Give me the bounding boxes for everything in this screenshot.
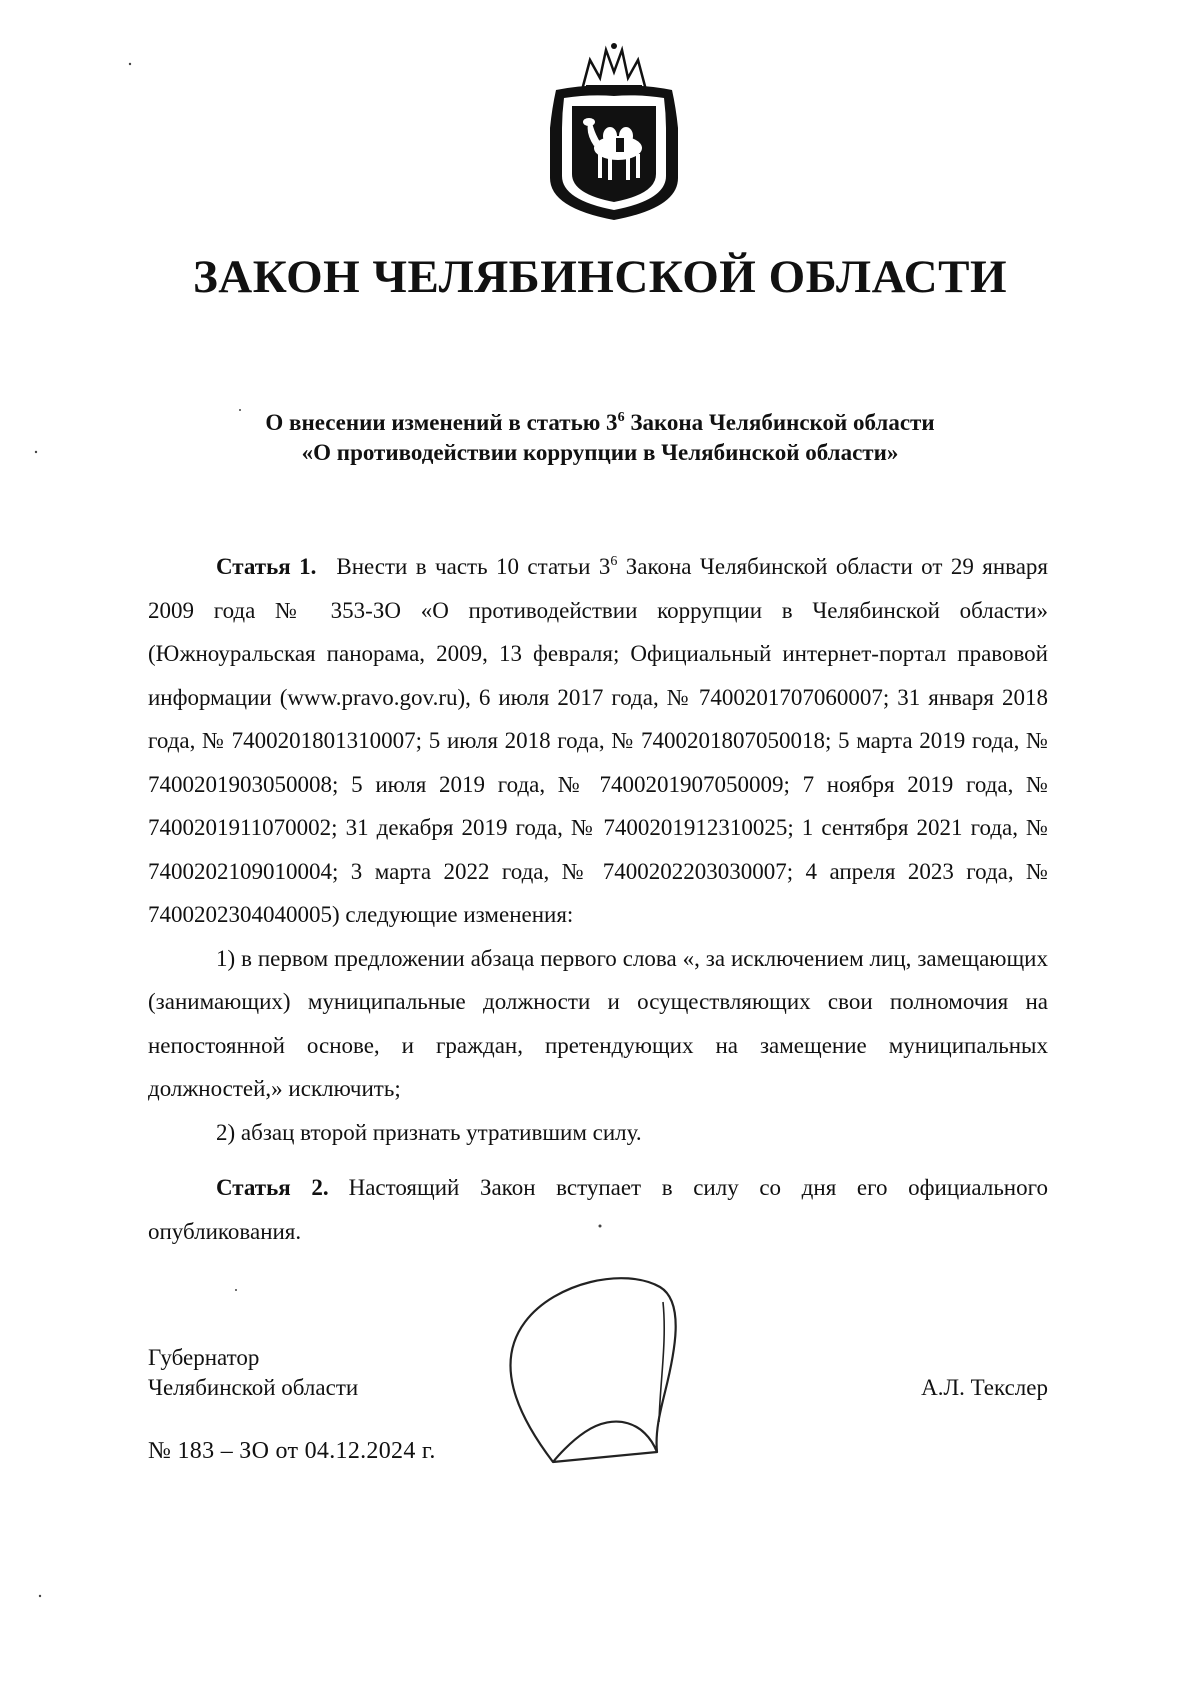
signatory-position xyxy=(148,1343,358,1403)
article-1-item-1: 1) в первом предложении абзаца первого слова «, за исключением лиц, замещающих (занимающих) муниципальные должности и осуществляющих свои полномочия на непостоянной основе, и граждан, претендующих на замещение муниципальных должностей,» исключить; xyxy=(148,945,1048,1101)
article-1-intro-prefix: Внести в часть 10 статьи 3 xyxy=(336,554,611,579)
article-1 xyxy=(148,545,1048,1154)
article-1-label: Статья 1. xyxy=(216,554,317,579)
article-2-body: Настоящий Закон вступает в силу со дня его официального опубликования. xyxy=(148,1175,1048,1244)
subtitle-line-1-prefix: О внесении изменений в статью 3 xyxy=(265,410,618,435)
subtitle-line-1-suffix: Закона Челябинской области xyxy=(624,410,935,435)
subtitle-superscript: 6 xyxy=(617,410,625,425)
subtitle-line-1 xyxy=(0,408,1200,438)
chelyabinsk-coat-of-arms-icon xyxy=(542,38,687,223)
law-title: ЗАКОН ЧЕЛЯБИНСКОЙ ОБЛАСТИ xyxy=(192,251,1008,303)
law-subtitle xyxy=(0,408,1200,468)
law-number-date: № 183 – ЗО от 04.12.2024 г. xyxy=(148,1438,436,1464)
subtitle-line-2: «О противодействии коррупции в Челябинской области» xyxy=(301,440,899,465)
signatory-position-line-2: Челябинской области xyxy=(148,1375,359,1400)
signatory-name: А.Л. Текслер xyxy=(921,1375,1048,1400)
handwritten-signature-icon xyxy=(495,1262,695,1472)
article-2-label: Статья 2. xyxy=(216,1175,329,1200)
article-1-intro-suffix: Закона Челябинской области от 29 января 2009 года № 353-ЗО «О противодействии коррупции в Челябинской области» (Южноуральская панорама, 2009, 13 февраля; Официальный интернет-портал правовой информации (www.pravo.gov.ru), 6 июля 2017 года, № 7400201707060007; 31 января 2018 года, № 7400201801310007; 5 июля 2018 года, № 7400201807050018; 5 марта 2019 года, № 7400201903050008; 5 июля 2019 года, № 7400201907050009; 7 ноября 2019 года, № 7400201911070002; 31 декабря 2019 года, № 7400201912310025; 1 сентября 2021 года, № 7400202109010004; 3 марта 2022 года, № 7400202203030007; 4 апреля 2023 года, № 7400202304040005) следующие изменения: xyxy=(148,554,1048,927)
article-1-intro xyxy=(148,545,1048,937)
article-1-item-2: 2) абзац второй признать утратившим силу. xyxy=(216,1119,642,1145)
article-2 xyxy=(148,1166,1048,1253)
article-2-text xyxy=(148,1166,1048,1253)
signatory-position-line-1: Губернатор xyxy=(148,1345,260,1370)
article-1-superscript: 6 xyxy=(610,554,618,569)
